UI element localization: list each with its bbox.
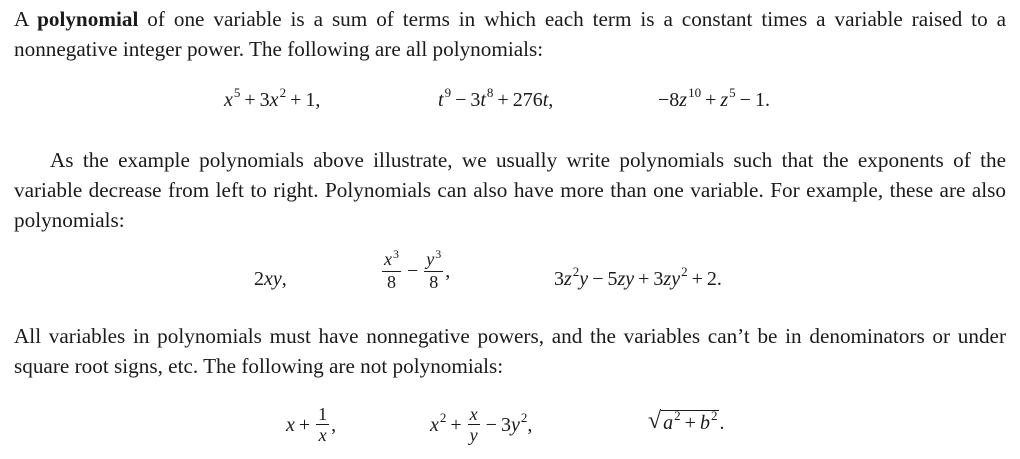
radical-sign-icon: √ (648, 408, 662, 434)
math-expression-x5: $x^5 + 3x^2 + 1$, (224, 85, 321, 111)
math-expression-2xy: 2xy, (254, 268, 287, 290)
intro-rest: of one variable is a sum of terms in which each term is a constant times a variable raised to a nonnegative integer power. The following are all polynomials: (14, 7, 1007, 61)
math-expression-z10: $-8z^{10} + z^5 - 1$. (658, 85, 770, 111)
fraction-1-over-x: $\frac{1}{x}$ (318, 404, 328, 445)
math-expression-t9: $t^9 - 3t^8 + 276t$, (438, 85, 554, 111)
fraction-y-cubed-over-8: $\frac{y^3}{8}$ (426, 247, 442, 292)
intro-lead: A (14, 7, 38, 31)
example-row-non-polynomials (14, 398, 1006, 454)
fraction-x-cubed-over-8: $\frac{x^3}{8}$ (384, 247, 399, 292)
math-expression-x-plus-reciprocal: x + $\frac{1}{x}$ , (286, 404, 337, 445)
math-expression-x-over-y: $x^2$ + $\frac{x}{y}$ − $3y^2$, (430, 404, 533, 445)
intro-paragraph (14, 4, 1006, 64)
square-root: √ $a^2 + b^2$ (648, 408, 718, 434)
fraction-x-over-y: $\frac{x}{y}$ (469, 404, 478, 445)
multivariable-paragraph: As the example polynomials above illustrate, we usually write polynomials such that the exponents of the variable decrease from left to right. Polynomials can also have more than one variable. For example, these are also polynomials: (14, 148, 1006, 232)
non-polynomial-paragraph: All variables in polynomials must have nonnegative powers, and the variables can’t be in denominators or under square root signs, etc. The following are not polynomials: (14, 324, 1006, 378)
document-page (14, 0, 1006, 459)
example-row-polynomials-multivariable (14, 245, 1006, 301)
example-row-polynomials-one-variable (14, 84, 1006, 140)
math-expression-fractions-cubes: $\frac{x^3}{8}$ − $\frac{y^3}{8}$ , (384, 247, 451, 292)
math-expression-square-root: √ $a^2 + b^2$ . (648, 408, 725, 434)
defined-term-polynomial: polynomial (37, 7, 139, 31)
math-expression-3z2y: $3z^2y - 5zy + 3zy^2 + 2$. (554, 264, 722, 290)
